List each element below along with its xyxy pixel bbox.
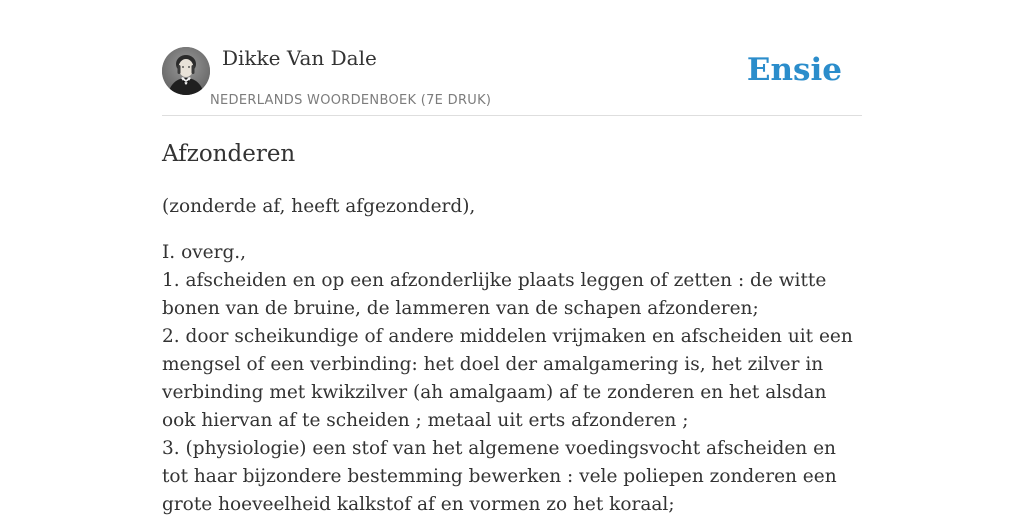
- definition-line: I. overg.,: [162, 242, 247, 263]
- entry-card: [162, 0, 862, 515]
- card-header: [162, 0, 862, 116]
- portrait-icon: [162, 47, 210, 95]
- author-avatar[interactable]: [162, 47, 210, 95]
- entry-title: Afzonderen: [162, 141, 296, 167]
- ensie-logo[interactable]: Ensie: [746, 52, 842, 88]
- entry-grammar: (zonderde af, heeft afgezonderd),: [162, 196, 476, 217]
- definition-line: 1. afscheiden en op een afzonderlijke plaats leggen of zetten : de witte bonen van de bruine, de lammeren van de schapen afzonderen;: [162, 270, 827, 319]
- definition-line: 3. (physiologie) een stof van het algemene voedingsvocht afscheiden en tot haar bijzondere bestemming bewerken : vele poliepen zonderen een grote hoeveelheid kalkstof af en vormen zo het koraal;: [162, 438, 837, 515]
- source-title[interactable]: NEDERLANDS WOORDENBOEK (7E DRUK): [210, 93, 492, 108]
- definition-line: 2. door scheikundige of andere middelen vrijmaken en afscheiden uit een mengsel of een verbinding: het doel der amalgamering is, het zilver in verbinding met kwikzilver (ah amalgaam) af te zonderen en het alsdan ook hiervan af te scheiden ; metaal uit erts afzonderen ;: [162, 326, 853, 431]
- author-name[interactable]: Dikke Van Dale: [222, 46, 377, 70]
- entry-definition: [162, 239, 862, 519]
